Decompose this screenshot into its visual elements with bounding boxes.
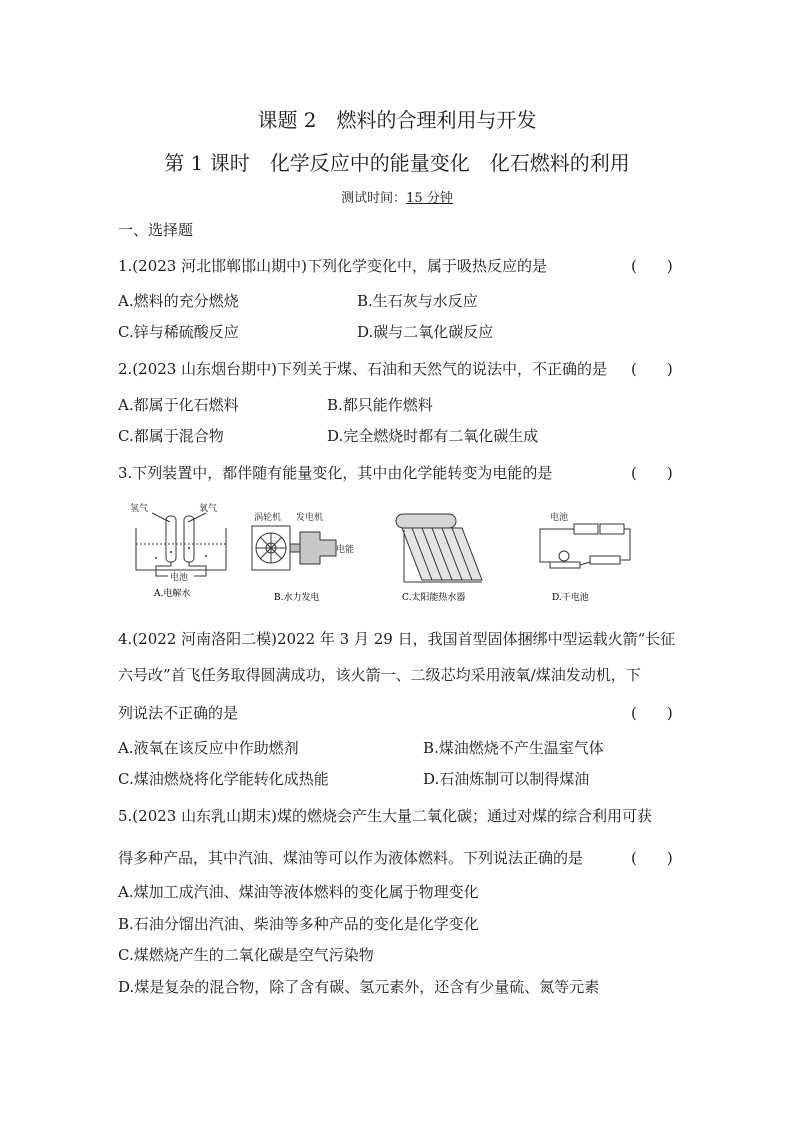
figure-a-wire-right: [189, 562, 206, 576]
question-5-line-1: 5.(2023 山东乳山期末)煤的燃烧会产生大量二氧化碳；通过对煤的综合利用可获: [118, 807, 652, 825]
figure-b-shaft: [290, 544, 300, 552]
figure-a-trough: [136, 528, 226, 570]
question-5-option-d: D.煤是复杂的混合物，除了含有碳、氢元素外，还含有少量硫、氮等元素: [118, 978, 600, 996]
figure-a-oxygen-label: 氧气: [199, 504, 218, 514]
figure-b-power-label: 电能: [336, 545, 355, 555]
question-1-option-a: A.燃料的充分燃烧: [118, 292, 239, 310]
figure-hydro-power: [248, 510, 368, 603]
test-time-label: 测试时间：: [341, 191, 407, 206]
figure-d-wire: [580, 562, 590, 565]
question-4-line-1: 4.(2022 河南洛阳二模)2022 年 3 月 29 日，我国首型固体捆绑中型运载火箭“长征: [118, 630, 676, 648]
figure-b-caption: B.水力发电: [274, 593, 320, 603]
figure-a-tube-left: [166, 516, 176, 562]
figure-a-bubble: [188, 547, 190, 549]
figure-b-generator-label: 发电机: [296, 513, 324, 523]
figure-a-battery-label: 电池: [170, 573, 189, 583]
question-2-option-c: C.都属于混合物: [118, 427, 224, 445]
figure-a-bubble: [205, 555, 207, 557]
test-time-value: 15 分钟: [406, 191, 453, 206]
question-1-stem: 1.(2023 河北邯郸邯山期中)下列化学变化中，属于吸热反应的是: [118, 257, 547, 275]
figure-c-tank: [396, 514, 456, 528]
question-5-option-a: A.煤加工成汽油、煤油等液体燃料的变化属于物理变化: [118, 883, 479, 901]
figure-d-battery-label: 电池: [550, 513, 569, 523]
question-2-option-b: B.都只能作燃料: [327, 396, 433, 414]
question-1-option-d: D.碳与二氧化碳反应: [357, 323, 494, 341]
question-3-answer-blank: ( ): [631, 464, 673, 482]
question-1-option-c: C.锌与稀硫酸反应: [118, 323, 239, 341]
question-3-stem: 3.下列装置中，都伴随有能量变化，其中由化学能转变为电能的是: [118, 464, 553, 482]
figure-d-caption: D.干电池: [552, 593, 589, 603]
page-subtitle: 第 1 课时 化学反应中的能量变化 化石燃料的利用: [164, 151, 630, 175]
question-5-option-b: B.石油分馏出汽油、柴油等多种产品的变化是化学变化: [118, 915, 479, 933]
figure-b-generator: [300, 532, 336, 564]
figure-b-turbine-label: 涡轮机: [254, 513, 282, 523]
question-4-option-b: B.煤油燃烧不产生温室气体: [423, 739, 604, 757]
question-4-answer-blank: ( ): [631, 704, 673, 722]
question-4-option-a: A.液氧在该反应中作助燃剂: [118, 739, 299, 757]
question-4-line-3: 列说法不正确的是: [118, 704, 239, 722]
question-2-option-d: D.完全燃烧时都有二氧化碳生成: [327, 427, 539, 445]
figure-d-cell: [600, 524, 624, 534]
figure-d-cell: [574, 524, 598, 534]
section-title: 一、选择题: [118, 221, 194, 239]
question-4-line-2: 六号改”首飞任务取得圆满成功，该火箭一、二级芯均采用液氧/煤油发动机，下: [118, 666, 641, 684]
question-2-option-a: A.都属于化石燃料: [118, 396, 239, 414]
figure-a-pointer: [188, 513, 206, 522]
figure-a-bubble: [155, 557, 157, 559]
question-1-answer-blank: ( ): [631, 257, 673, 275]
question-2-answer-blank: ( ): [631, 360, 673, 378]
question-2-stem: 2.(2023 山东烟台期中)下列关于煤、石油和天然气的说法中，不正确的是: [118, 360, 607, 378]
page-title: 课题 2 燃料的合理利用与开发: [257, 108, 537, 132]
figure-a-hydrogen-label: 氢气: [130, 504, 149, 514]
figure-d-switch: [590, 556, 620, 564]
question-5-answer-blank: ( ): [631, 849, 673, 867]
figure-a-caption: A.电解水: [154, 589, 191, 599]
figure-d-bulb-base: [550, 562, 580, 568]
figure-a-bubble: [170, 551, 172, 553]
figure-dry-cell: [530, 510, 636, 603]
figure-a-pointer: [152, 513, 170, 522]
test-time: [0, 187, 794, 206]
question-5-line-2: 得多种产品，其中汽油、煤油等可以作为液体燃料。下列说法正确的是: [118, 849, 584, 867]
question-5-option-c: C.煤燃烧产生的二氧化碳是空气污染物: [118, 946, 374, 964]
question-1-option-b: B.生石灰与水反应: [357, 292, 478, 310]
figure-d-bulb: [559, 551, 569, 561]
figure-electrolysis: [126, 500, 236, 599]
figure-c-caption: C.太阳能热水器: [402, 593, 466, 603]
figure-solar-heater: [392, 512, 492, 602]
question-4-option-d: D.石油炼制可以制得煤油: [423, 770, 590, 788]
figure-a-wire-left: [156, 562, 171, 576]
figure-a-tube-right: [184, 516, 194, 562]
question-4-option-c: C.煤油燃烧将化学能转化成热能: [118, 770, 329, 788]
